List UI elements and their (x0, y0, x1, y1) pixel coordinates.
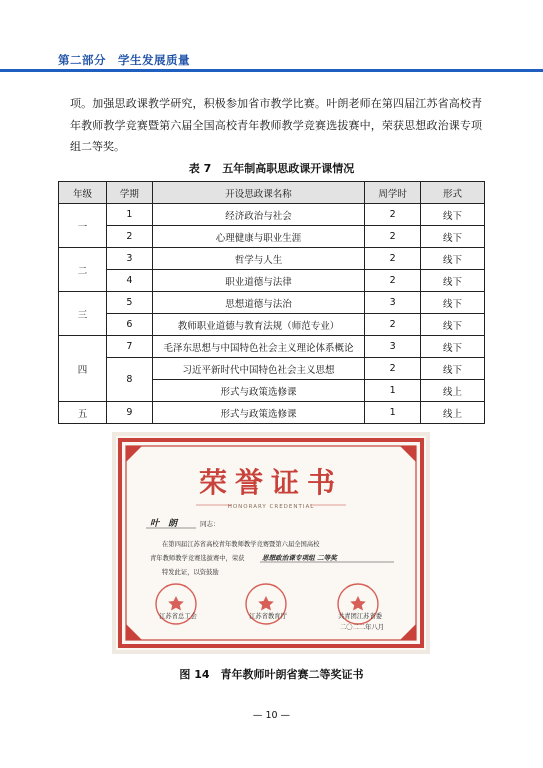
cell-term: 8 (106, 358, 152, 402)
cert-issuer: 共青团江苏省委 (337, 613, 383, 620)
cell-grade: 二 (59, 248, 107, 292)
cert-date: 二〇二二年八月 (339, 624, 385, 631)
cell-mode: 线上 (421, 380, 485, 402)
cell-hours: 2 (365, 270, 421, 292)
cell-course: 习近平新时代中国特色社会主义思想 (152, 358, 364, 380)
cert-subtitle: HONORARY CREDENTIAL (227, 504, 315, 510)
cell-course: 毛泽东思想与中国特色社会主义理论体系概论 (152, 336, 364, 358)
table-header-row (59, 182, 485, 204)
cell-hours: 2 (365, 314, 421, 336)
cell-hours: 2 (365, 204, 421, 226)
cell-grade: 一 (59, 204, 107, 248)
cell-course: 形式与政策选修课 (152, 402, 364, 424)
cell-term: 1 (106, 204, 152, 226)
cert-recipient: 叶 朗 (150, 519, 178, 529)
cell-term: 5 (106, 292, 152, 314)
cell-mode: 线下 (421, 358, 485, 380)
table-row (59, 226, 485, 248)
cell-mode: 线下 (421, 336, 485, 358)
cell-hours: 1 (365, 402, 421, 424)
cell-term: 4 (106, 270, 152, 292)
cell-term: 6 (106, 314, 152, 336)
cell-grade: 四 (59, 336, 107, 402)
table-row (59, 336, 485, 358)
cert-salutation: 同志： (200, 520, 220, 528)
header-hours: 周学时 (365, 182, 421, 204)
cert-award: 思想政治课专项组 二等奖 (262, 554, 337, 562)
table-caption: 表 7 五年制高职思政课开课情况 (188, 162, 355, 175)
cell-hours: 2 (365, 248, 421, 270)
header-course: 开设思政课名称 (152, 182, 364, 204)
cell-hours: 3 (365, 292, 421, 314)
cert-issuer: 江苏省总工会 (159, 613, 197, 620)
section-header: 第二部分 学生发展质量 (58, 53, 190, 67)
cert-body-line1: 在第四届江苏省高校青年教师教学竞赛暨第六届全国高校 (162, 541, 320, 548)
cell-hours: 1 (365, 380, 421, 402)
cell-mode: 线下 (421, 270, 485, 292)
cell-mode: 线上 (421, 402, 485, 424)
cell-course: 心理健康与职业生涯 (152, 226, 364, 248)
cell-course: 经济政治与社会 (152, 204, 364, 226)
table-row (59, 270, 485, 292)
cell-hours: 3 (365, 336, 421, 358)
table-row (59, 402, 485, 424)
page-number: — 10 — (252, 710, 291, 721)
table-row (59, 314, 485, 336)
course-table (58, 181, 485, 424)
cell-mode: 线下 (421, 204, 485, 226)
cell-hours: 2 (365, 358, 421, 380)
cell-course: 职业道德与法律 (152, 270, 364, 292)
cert-issuer: 江苏省教育厅 (249, 613, 287, 620)
header-term: 学期 (106, 182, 152, 204)
cell-course: 形式与政策选修课 (152, 380, 364, 402)
header-rule (0, 69, 543, 72)
figure-caption: 图 14 青年教师叶朗省赛二等奖证书 (179, 668, 364, 681)
cell-term: 9 (106, 402, 152, 424)
certificate-photo (112, 432, 430, 654)
table-row (59, 292, 485, 314)
cell-mode: 线下 (421, 292, 485, 314)
cell-grade: 三 (59, 292, 107, 336)
cell-term: 2 (106, 226, 152, 248)
cell-course: 思想道德与法治 (152, 292, 364, 314)
cell-course: 哲学与人生 (152, 248, 364, 270)
cell-term: 3 (106, 248, 152, 270)
cert-body-line2: 青年教师教学竞赛选拔赛中，荣获 (150, 555, 245, 562)
cell-mode: 线下 (421, 314, 485, 336)
cell-term: 7 (106, 336, 152, 358)
table-row (59, 248, 485, 270)
cert-title: 荣誉证书 (198, 466, 344, 499)
table-row (59, 358, 485, 380)
header-grade: 年级 (59, 182, 107, 204)
cell-course: 教师职业道德与教育法规（师范专业） (152, 314, 364, 336)
cell-hours: 2 (365, 226, 421, 248)
certificate-image (112, 432, 430, 654)
cert-body-line3: 特发此证，以资鼓励 (162, 569, 219, 576)
header-mode: 形式 (421, 182, 485, 204)
body-paragraph: 项。加强思政课教学研究，积极参加省市教学比赛。叶朗老师在第四届江苏省高校青年教师教学竞赛暨第六届全国高校青年教师教学竞赛选拔赛中，荣获思想政治课专项组二等奖。 (70, 97, 482, 153)
cell-mode: 线下 (421, 248, 485, 270)
cell-grade: 五 (59, 402, 107, 424)
table-row (59, 204, 485, 226)
cell-mode: 线下 (421, 226, 485, 248)
